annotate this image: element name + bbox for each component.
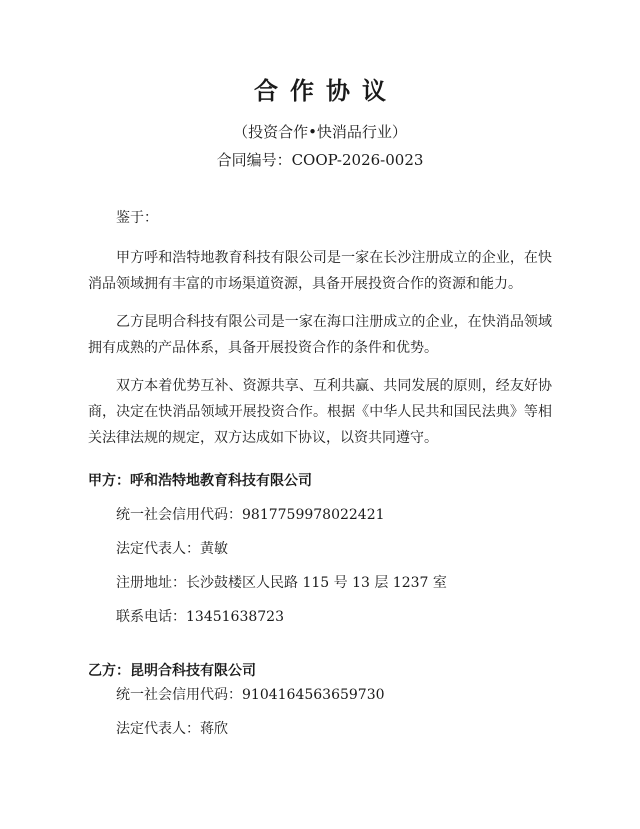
whereas-heading: 鉴于：	[116, 210, 158, 226]
document-subtitle: （投资合作•快消品行业）	[233, 123, 407, 141]
contract-number-value: COOP-2026-0023	[291, 151, 424, 169]
party-b-legal-representative: 法定代表人：蒋欣	[116, 721, 228, 737]
party-a-section	[88, 470, 552, 628]
preamble-paragraph-agreement: 双方本着优势互补、资源共享、互利共赢、共同发展的原则，经友好协商，决定在快消品领域开展投资合作。根据《中华人民共和国民法典》等相关法律法规的规定，双方达成如下协议，以资共同遵守。	[88, 378, 552, 446]
preamble-paragraph-party-b: 乙方昆明合科技有限公司是一家在海口注册成立的企业，在快消品领域拥有成熟的产品体系，具备开展投资合作的条件和优势。	[88, 314, 552, 356]
party-a-registered-address: 注册地址：长沙鼓楼区人民路 115 号 13 层 1237 室	[116, 575, 447, 591]
party-a-legal-representative: 法定代表人：黄敏	[116, 541, 228, 557]
party-a-credit-code: 统一社会信用代码：9817759978022421	[116, 507, 385, 523]
contract-number	[0, 150, 640, 170]
contract-number-label: 合同编号：	[216, 151, 292, 169]
preamble	[88, 205, 552, 463]
preamble-paragraph-party-a: 甲方呼和浩特地教育科技有限公司是一家在长沙注册成立的企业，在快消品领域拥有丰富的市场渠道资源，具备开展投资合作的资源和能力。	[88, 250, 552, 292]
party-b-credit-code: 统一社会信用代码：9104164563659730	[116, 687, 385, 703]
party-b-heading: 乙方：昆明合科技有限公司	[88, 663, 256, 679]
document-title: 合作协议	[254, 77, 398, 105]
party-a-heading: 甲方：呼和浩特地教育科技有限公司	[88, 473, 312, 489]
party-b-section	[88, 660, 552, 740]
party-a-phone: 联系电话：13451638723	[116, 609, 284, 625]
